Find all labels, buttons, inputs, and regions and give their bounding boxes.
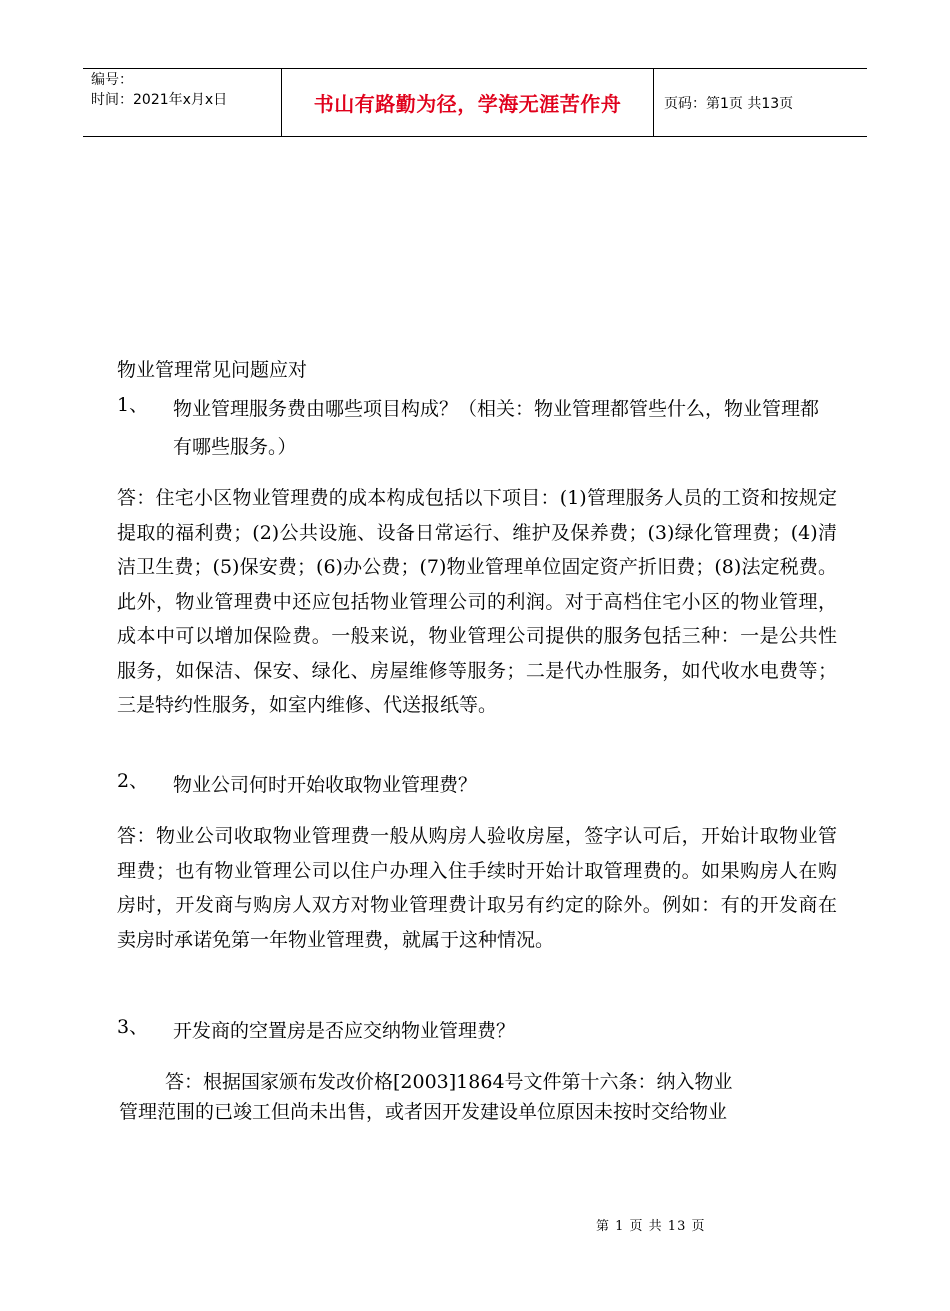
header-table	[83, 68, 867, 137]
question-2	[117, 766, 833, 804]
answer-3-line-1: 答：根据国家颁布发改价格[2003]1864号文件第十六条：纳入物业	[165, 1071, 733, 1093]
question-3	[117, 1012, 833, 1050]
document-title: 物业管理常见问题应对	[117, 359, 308, 381]
answer-1: 答：住宅小区物业管理费的成本构成包括以下项目：(1)管理服务人员的工资和按规定提取的福利费；(2)公共设施、设备日常运行、维护及保养费；(3)绿化管理费；(4)清洁卫生费；(5)保安费；(6)办公费；(7)物业管理单位固定资产折旧费；(8)法定税费。此外，物业管理费中还应包括物业管理公司的利润。对于高档住宅小区的物业管理，成本中可以增加保险费。一般来说，物业管理公司提供的服务包括三种：一是公共性服务，如保洁、保安、绿化、房屋维修等服务；二是代办性服务，如代收水电费等；三是特约性服务，如室内维修、代送报纸等。	[117, 487, 837, 716]
question-1-text: 物业管理服务费由哪些项目构成？（相关：物业管理都管些什么，物业管理都有哪些服务。）	[173, 398, 820, 458]
document-number-label: 编号：	[91, 72, 133, 88]
question-1	[117, 390, 833, 466]
question-1-number: 1、	[117, 394, 149, 416]
page-footer: 第 1 页 共 13 页	[596, 1219, 706, 1234]
answer-3-line-2: 管理范围的已竣工但尚未出售，或者因开发建设单位原因未按时交给物业	[119, 1101, 728, 1123]
question-2-number: 2、	[117, 770, 149, 792]
answer-2: 答：物业公司收取物业管理费一般从购房人验收房屋，签字认可后，开始计取物业管理费；也有物业管理公司以住户办理入住手续时开始计取管理费的。如果购房人在购房时，开发商与购房人双方对物业管理费计取另有约定的除外。例如：有的开发商在卖房时承诺免第一年物业管理费，就属于这种情况。	[117, 825, 837, 951]
header-page-label: 页码：第1页 共13页	[664, 95, 794, 112]
header-motto: 书山有路勤为径，学海无涯苦作舟	[282, 69, 654, 136]
header-meta-cell	[83, 69, 282, 136]
question-2-text: 物业公司何时开始收取物业管理费？	[173, 774, 478, 796]
question-3-text: 开发商的空置房是否应交纳物业管理费？	[173, 1020, 516, 1042]
document-time-label: 时间：2021年x月x日	[91, 92, 228, 108]
question-3-number: 3、	[117, 1016, 149, 1038]
